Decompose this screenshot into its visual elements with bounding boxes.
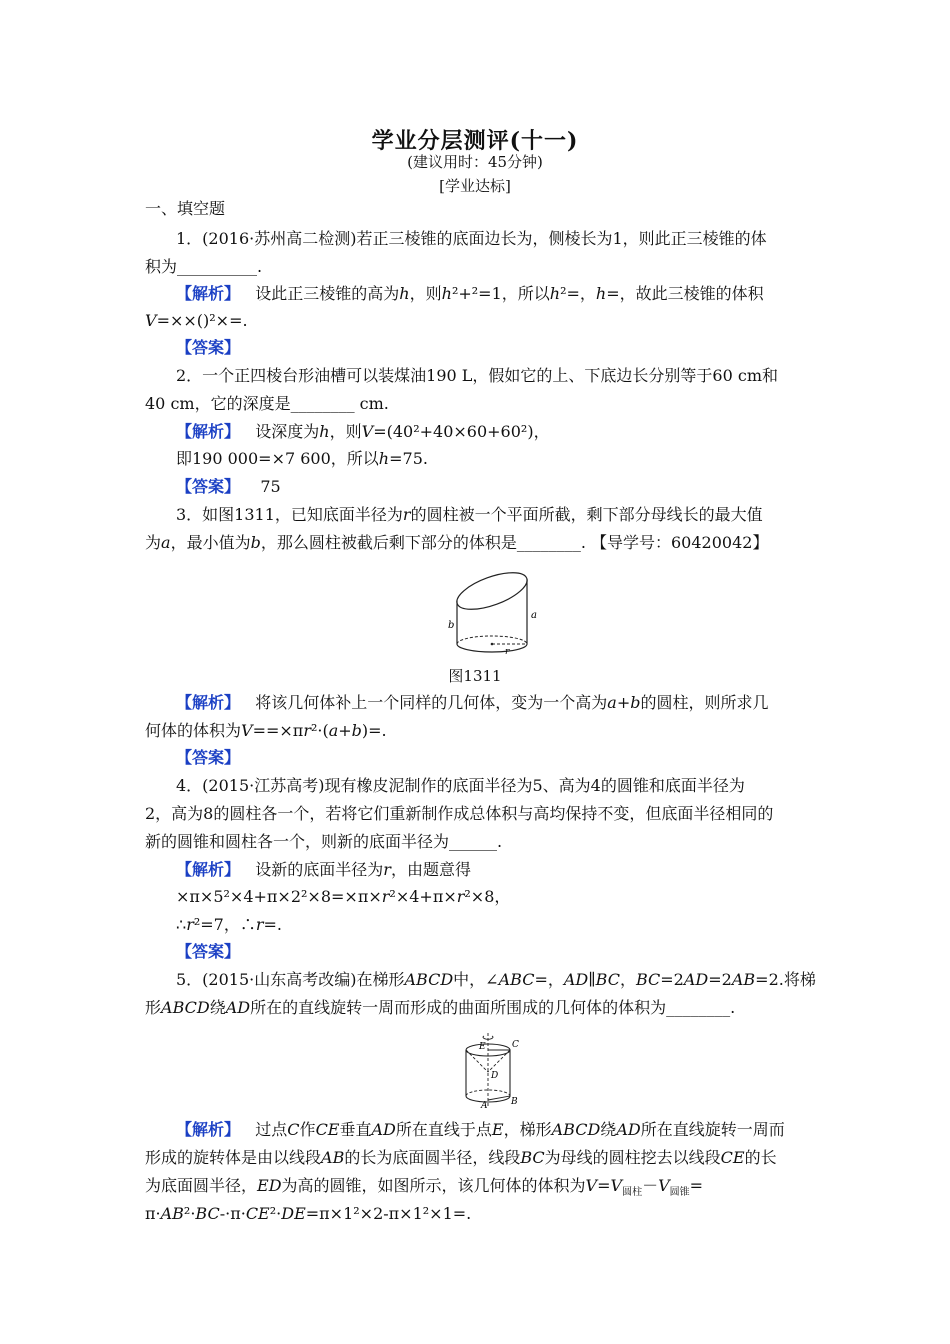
- text: ∥: [588, 970, 596, 989]
- text: ，则: [329, 422, 362, 441]
- text: 设此正三棱锥的高为: [255, 284, 400, 303]
- text: 为高的圆锥，如图所示，该几何体的体积为: [281, 1176, 586, 1195]
- text: 的圆柱，则所求几: [640, 693, 769, 712]
- q1-analysis-line1: [176, 284, 846, 304]
- analysis-label: 【解析】: [176, 422, 241, 441]
- var: V: [610, 1176, 623, 1195]
- var: BC: [195, 1204, 220, 1223]
- var: CE: [245, 1204, 270, 1223]
- var: AD: [563, 970, 589, 989]
- text: 所在直线旋转一周而: [640, 1120, 785, 1139]
- subscript: 圆柱: [622, 1187, 643, 1199]
- var: a+b: [328, 721, 362, 740]
- answer-label: 【答案】: [176, 338, 241, 357]
- var: h: [399, 284, 410, 303]
- text: 的圆柱被一个平面所截，剩下部分母线长的最大值: [410, 505, 763, 524]
- q5-analysis-line2: [145, 1148, 815, 1168]
- text: ²·(: [310, 721, 329, 740]
- var: r: [402, 505, 411, 524]
- var: r: [381, 887, 390, 906]
- var: ABCD: [161, 998, 210, 1017]
- section-heading: 一、填空题: [145, 199, 226, 218]
- text: =(40²+40×60+60²)，: [373, 422, 550, 441]
- text: 为母线的圆柱挖去以线段: [544, 1148, 721, 1167]
- q5-analysis-line4: [145, 1204, 815, 1224]
- q3-stem-line1: [176, 505, 846, 525]
- text: ²·: [269, 1204, 282, 1223]
- center-point: [491, 643, 494, 646]
- text: 为底面圆半径，: [145, 1176, 258, 1195]
- q5-stem-line2: [145, 998, 815, 1018]
- q3-analysis-line1: [176, 693, 846, 713]
- var: ABC: [498, 970, 535, 989]
- label-a: a: [531, 610, 537, 621]
- var: AD: [225, 998, 251, 1017]
- var: h: [441, 284, 452, 303]
- var: BC: [595, 970, 620, 989]
- var: V: [361, 422, 374, 441]
- analysis-label: 【解析】: [176, 284, 241, 303]
- q2-stem-line2: 40 cm，它的深度是________ cm.: [145, 394, 389, 413]
- var: AB: [321, 1148, 345, 1167]
- text: ∴: [176, 915, 187, 934]
- answer-label: 【答案】: [176, 748, 241, 767]
- var: h: [319, 422, 330, 441]
- q4-stem-line3: 新的圆锥和圆柱各一个，则新的底面半径为______.: [145, 832, 503, 851]
- q1-stem-line1: 1．(2016·苏州高二检测)若正三棱锥的底面边长为，侧棱长为1，则此正三棱锥的体: [176, 229, 767, 248]
- subscript: 圆锥: [669, 1187, 690, 1199]
- var: V: [585, 1176, 598, 1195]
- var: r: [456, 887, 465, 906]
- text: 即190 000=×7 600，所以: [176, 449, 379, 468]
- q2-answer: [176, 477, 846, 497]
- text: 绕: [600, 1120, 617, 1139]
- text: -·π·: [219, 1204, 246, 1223]
- var: r: [255, 915, 264, 934]
- text: 将该几何体补上一个同样的几何体，变为一个高为: [255, 693, 608, 712]
- suggested-time: (建议用时：45分钟): [407, 153, 543, 171]
- var: DE: [281, 1204, 306, 1223]
- label-b: b: [448, 620, 455, 631]
- var: a+b: [607, 693, 641, 712]
- text: ，: [619, 970, 636, 989]
- text: =2.将梯: [755, 970, 816, 989]
- q3-analysis-line2: [145, 721, 815, 741]
- text: =××()²×=.: [156, 311, 248, 330]
- q2-stem-line1: 2．一个正四棱台形油槽可以装煤油190 L，假如它的上、下底边长分别等于60 cm和: [176, 366, 779, 385]
- q3-stem-line2: [145, 533, 815, 553]
- level-tag: [学业达标]: [439, 177, 511, 195]
- q4-stem-line1: 4．(2015·江苏高考)现有橡皮泥制作的底面半径为5、高为4的圆锥和底面半径为: [176, 776, 745, 795]
- label-r: r: [505, 647, 510, 657]
- label-c: C: [512, 1040, 519, 1050]
- answer-label: 【答案】: [176, 477, 241, 496]
- text: 所在的直线旋转一周而形成的曲面所围成的几何体的体积为________.: [250, 998, 736, 1017]
- text: 绕: [209, 998, 226, 1017]
- text: ²×4+π×: [389, 887, 457, 906]
- text: ²=7，∴: [193, 915, 256, 934]
- cut-plane-ellipse: [452, 565, 531, 617]
- text: ×π×5²×4+π×2²×8=×π×: [176, 887, 382, 906]
- var: a: [161, 533, 171, 552]
- var: V: [145, 311, 157, 330]
- text: ==×π: [252, 721, 304, 740]
- text: ，则: [409, 284, 442, 303]
- text: ²×8，: [464, 887, 511, 906]
- text: 设新的底面半径为: [255, 860, 384, 879]
- q4-stem-line2: 2，高为8的圆柱各一个，若将它们重新制作成总体积与高均保持不变，但底面半径相同的: [145, 804, 774, 823]
- text: ²+²=1，所以: [451, 284, 550, 303]
- text: ，梯形: [503, 1120, 552, 1139]
- var: b: [250, 533, 261, 552]
- analysis-label: 【解析】: [176, 860, 241, 879]
- text: 的长为底面圆半径，线段: [344, 1148, 521, 1167]
- var: V: [658, 1176, 670, 1195]
- q4-analysis-line1: [176, 860, 846, 880]
- text: =2: [708, 970, 732, 989]
- text: =: [597, 1176, 611, 1195]
- text: π·: [145, 1204, 161, 1223]
- rotation-solid-figure: [455, 1030, 525, 1110]
- analysis-label: 【解析】: [176, 693, 241, 712]
- var: V: [241, 721, 253, 740]
- text: 作: [299, 1120, 316, 1139]
- text: =π×1²×2-π×1²×1=.: [305, 1204, 472, 1223]
- var: r: [303, 721, 311, 740]
- text: 的长: [744, 1148, 777, 1167]
- var: AD: [683, 970, 709, 989]
- text: 过点: [255, 1120, 288, 1139]
- q1-stem-line2: 积为__________.: [145, 257, 263, 276]
- text: 形成的旋转体是由以线段: [145, 1148, 322, 1167]
- text: －: [642, 1176, 659, 1195]
- figure-caption: 图1311: [448, 667, 502, 685]
- q1-answer: [176, 338, 846, 358]
- text: ²=，: [560, 284, 596, 303]
- var: r: [383, 860, 391, 879]
- q1-analysis-line2: [145, 311, 815, 331]
- text: =.: [263, 915, 283, 934]
- answer-label: 【答案】: [176, 942, 241, 961]
- text: =2: [660, 970, 684, 989]
- label-e: E: [479, 1042, 486, 1052]
- var: ABCD: [551, 1120, 601, 1139]
- text: 垂直: [339, 1120, 372, 1139]
- q5-stem-line1: [176, 970, 846, 990]
- text: ，由题意得: [390, 860, 471, 879]
- q4-answer: [176, 942, 846, 962]
- text: 中，∠: [453, 970, 499, 989]
- page-title: 学业分层测评(十一): [371, 128, 579, 154]
- text: ，最小值为: [170, 533, 251, 552]
- q5-analysis-line3: [145, 1176, 815, 1203]
- analysis-label: 【解析】: [176, 1120, 241, 1139]
- text: 设深度为: [255, 422, 320, 441]
- text: ²·: [183, 1204, 196, 1223]
- label-a: A: [481, 1101, 488, 1110]
- q5-analysis-line1: [176, 1120, 846, 1140]
- answer-value: 75: [260, 477, 281, 496]
- var: CE: [720, 1148, 745, 1167]
- var: AB: [731, 970, 756, 989]
- text: 3．如图1311，已知底面半径为: [176, 505, 403, 524]
- label-d: D: [491, 1071, 499, 1081]
- var: h: [595, 284, 607, 303]
- q4-analysis-line3: [176, 915, 846, 935]
- var: ABCD: [404, 970, 454, 989]
- var: CE: [315, 1120, 340, 1139]
- text: 何体的体积为: [145, 721, 242, 740]
- text: 形: [145, 998, 162, 1017]
- var: h: [549, 284, 561, 303]
- var: h: [378, 449, 390, 468]
- var: AB: [160, 1204, 184, 1223]
- label-b: B: [511, 1097, 518, 1107]
- var: E: [491, 1120, 504, 1139]
- q2-analysis-line1: [176, 422, 846, 442]
- text: 5．(2015·山东高考改编)在梯形: [176, 970, 405, 989]
- q2-analysis-line2: [176, 449, 846, 469]
- text: )=.: [361, 721, 387, 740]
- text: =，: [534, 970, 564, 989]
- text: 为: [145, 533, 162, 552]
- text: =，故此三棱锥的体积: [606, 284, 764, 303]
- var: ED: [257, 1176, 282, 1195]
- text: =75.: [389, 449, 428, 468]
- text: 所在直线于点: [395, 1120, 492, 1139]
- var: BC: [520, 1148, 545, 1167]
- q4-analysis-line2: [176, 887, 846, 907]
- truncated-cylinder-figure: [445, 558, 540, 658]
- text: =: [689, 1176, 704, 1195]
- var: r: [186, 915, 194, 934]
- var: AD: [371, 1120, 396, 1139]
- q3-answer: [176, 748, 846, 768]
- var: C: [287, 1120, 300, 1139]
- text: ，那么圆柱被截后剩下部分的体积是________. 【导学号：60420042】: [260, 533, 769, 552]
- var: BC: [635, 970, 661, 989]
- var: AD: [616, 1120, 641, 1139]
